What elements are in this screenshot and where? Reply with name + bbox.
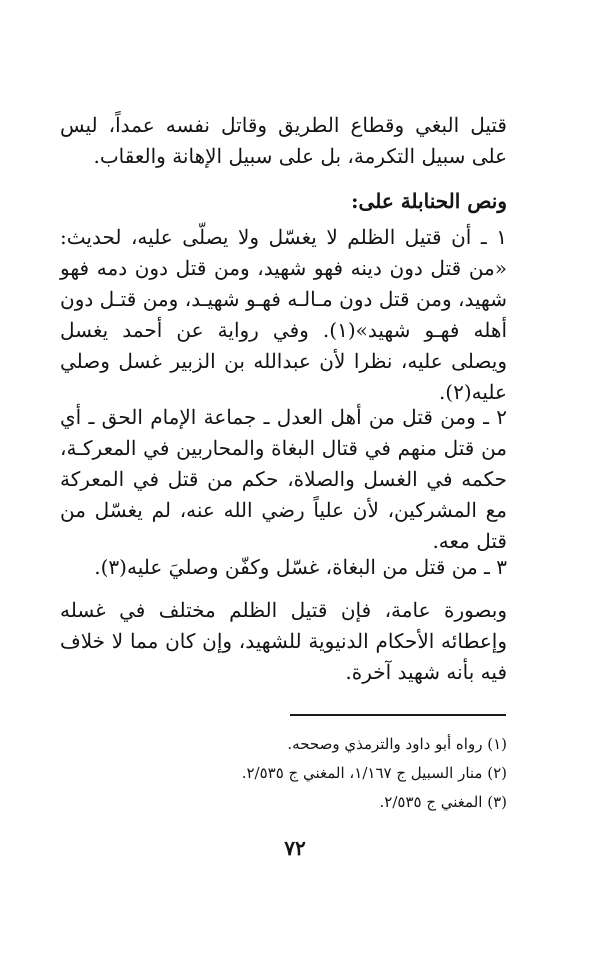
paragraph-text: ٣ ـ من قتل من البغاة، غسّل وكفّن وصليَ عليه(٣).: [94, 555, 507, 579]
section-heading: [60, 186, 507, 217]
body-paragraph-5: [60, 595, 507, 688]
heading-text: ونص الحنابلة على:: [351, 189, 507, 213]
paragraph-text: ٢ ـ ومن قتل من أهل العدل ـ جماعة الإمام الحق ـ أي من قتل منهم في قتال البغاة والمحاربين في المعركـة، حكمه في الغسل والصلاة، حكم من قتل في المعركة مع المشركين، لأن علياً رضي الله عنه، لم يغسّل من قتل معه.: [60, 405, 507, 553]
paragraph-text: قتيل البغي وقطاع الطريق وقاتل نفسه عمداً، ليس على سبيل التكرمة، بل على سبيل الإهانة والعقاب.: [60, 113, 507, 168]
footnotes: [150, 730, 507, 817]
page-number: ٧٢: [284, 836, 306, 860]
footnote-3: (٣) المغني ج ٢/٥٣٥.: [379, 793, 507, 811]
footnote-1: (١) رواه أبو داود والترمذي وصححه.: [287, 735, 507, 753]
paragraph-text: وبصورة عامة، فإن قتيل الظلم مختلف في غسله وإعطائه الأحكام الدنيوية للشهيد، وإن كان مما لا خلاف فيه بأنه شهيد آخرة.: [60, 598, 507, 684]
body-paragraph-2: [60, 222, 507, 408]
paragraph-text: ١ ـ أن قتيل الظلم لا يغسّل ولا يصلّى عليه، لحديث: «من قتل دون دينه فهو شهيد، ومن قتل دون دمه فهو شهيد، ومن قتل دون مـالـه فهـو شهيـد، ومن قتـل دون أهله فهـو شهيد»(١). وفي رواية عن أحمد يغسل ويصلى عليه، نظرا لأن عبدالله بن الزبير غسل وصلي عليه(٢).: [60, 225, 508, 404]
footnote-2: (٢) منار السبيل ج ١/١٦٧، المغني ج ٢/٥٣٥.: [241, 764, 507, 782]
footnote-divider: [290, 714, 506, 716]
body-paragraph-4: [60, 552, 507, 583]
body-paragraph-1: [60, 110, 507, 172]
body-paragraph-3: [60, 402, 507, 557]
